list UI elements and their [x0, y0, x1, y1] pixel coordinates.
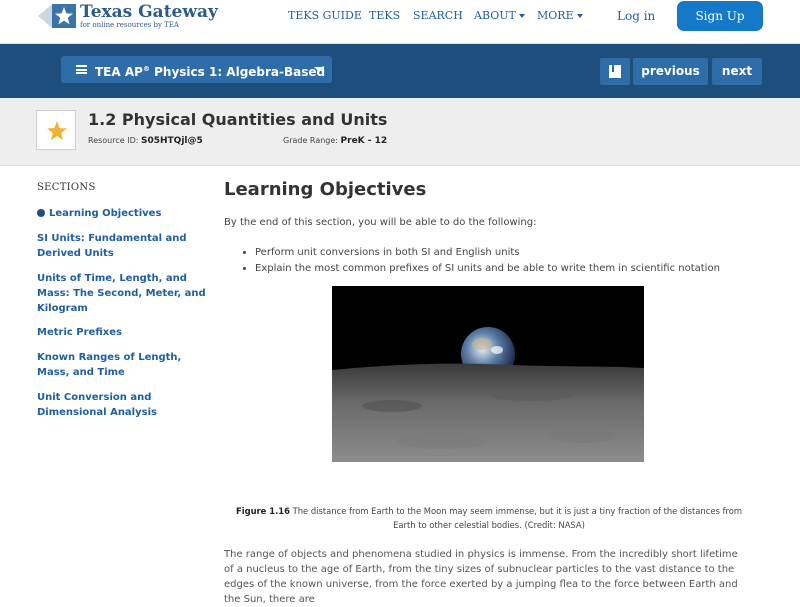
sidebar-item-label: Learning Objectives — [49, 208, 162, 219]
logo-triangle-icon — [38, 4, 52, 28]
course-selector[interactable] — [61, 56, 332, 83]
grade-range — [283, 136, 387, 146]
bookmark-icon — [609, 65, 621, 78]
top-navigation — [0, 0, 800, 44]
objectives-list — [240, 245, 720, 277]
nav-about-label: ABOUT — [474, 9, 516, 22]
sidebar-item-metric-prefixes[interactable]: Metric Prefixes — [37, 327, 122, 338]
active-dot-icon — [37, 209, 45, 217]
page-title: 1.2 Physical Quantities and Units — [88, 110, 388, 129]
intro-text: By the end of this section, you will be able to do the following: — [224, 217, 537, 228]
chevron-down-icon — [314, 67, 324, 72]
resource-header — [0, 98, 800, 166]
bookmark-button[interactable] — [600, 58, 630, 85]
list-item: • Explain the most common prefixes of SI units and be able to write them in scientific notation — [255, 261, 720, 277]
nav-teks[interactable]: TEKS — [369, 9, 401, 22]
sidebar-item-si-units[interactable]: SI Units: Fundamental and Derived Units — [37, 233, 187, 259]
sidebar-item-learning-objectives[interactable] — [37, 206, 207, 221]
favorite-button[interactable] — [36, 110, 76, 150]
list-item: • Perform unit conversions in both SI and English units — [255, 245, 720, 261]
previous-button[interactable]: previous — [633, 58, 708, 85]
next-button[interactable]: next — [712, 58, 762, 85]
logo-title: Texas Gateway — [80, 2, 218, 22]
course-suffix: Physics 1: Algebra-Based — [149, 65, 326, 79]
sections-sidebar — [37, 182, 207, 418]
course-prefix: TEA AP — [95, 65, 143, 79]
sidebar-item-known-ranges[interactable]: Known Ranges of Length, Mass, and Time — [37, 352, 182, 378]
figure-label: Figure 1.16 — [236, 506, 290, 516]
caret-down-icon — [577, 14, 583, 18]
body-paragraph: The range of objects and phenomena studied in physics is immense. From the incredibly short lifetime of a nucleus to the age of Earth, from the tiny sizes of subnuclear particles to the vast distance to the edges of the known universe, from the force exerted by a jumping flea to the force between Earth and the Sun, there are — [224, 549, 738, 605]
sections-heading: SECTIONS — [37, 182, 96, 193]
nav-teks-guide[interactable]: TEKS GUIDE — [288, 9, 362, 22]
sidebar-item-unit-conversion[interactable]: Unit Conversion and Dimensional Analysis — [37, 392, 157, 418]
signup-button[interactable]: Sign Up — [677, 1, 763, 31]
registered-mark: ® — [142, 65, 150, 73]
earthrise-image — [332, 286, 644, 462]
nav-more-label: MORE — [537, 9, 574, 22]
caret-down-icon — [519, 14, 525, 18]
texas-gateway-logo[interactable] — [38, 2, 228, 34]
course-toolbar — [0, 44, 800, 98]
resource-id-value: S05HTQjl@5 — [141, 136, 203, 146]
grade-range-label: Grade Range: — [283, 136, 338, 145]
menu-icon — [76, 65, 87, 74]
logo-star-icon — [52, 4, 76, 28]
nav-search[interactable]: SEARCH — [413, 9, 463, 22]
nav-more[interactable] — [537, 9, 583, 22]
login-link[interactable]: Log in — [617, 9, 656, 23]
sidebar-item-units-of-time[interactable]: Units of Time, Length, and Mass: The Second, Meter, and Kilogram — [37, 273, 206, 314]
star-icon — [46, 120, 68, 142]
figure-caption — [234, 504, 744, 532]
section-title: Learning Objectives — [224, 179, 427, 200]
logo-subtitle: for online resources by TEA — [80, 21, 179, 29]
resource-id — [88, 136, 203, 146]
resource-id-label: Resource ID: — [88, 136, 139, 145]
figure-caption-text: The distance from Earth to the Moon may seem immense, but it is just a tiny fraction of the distances from Earth to other celestial bodies. (Credit: NASA) — [289, 506, 742, 530]
nav-about[interactable] — [474, 9, 525, 22]
grade-range-value: PreK - 12 — [340, 136, 388, 146]
